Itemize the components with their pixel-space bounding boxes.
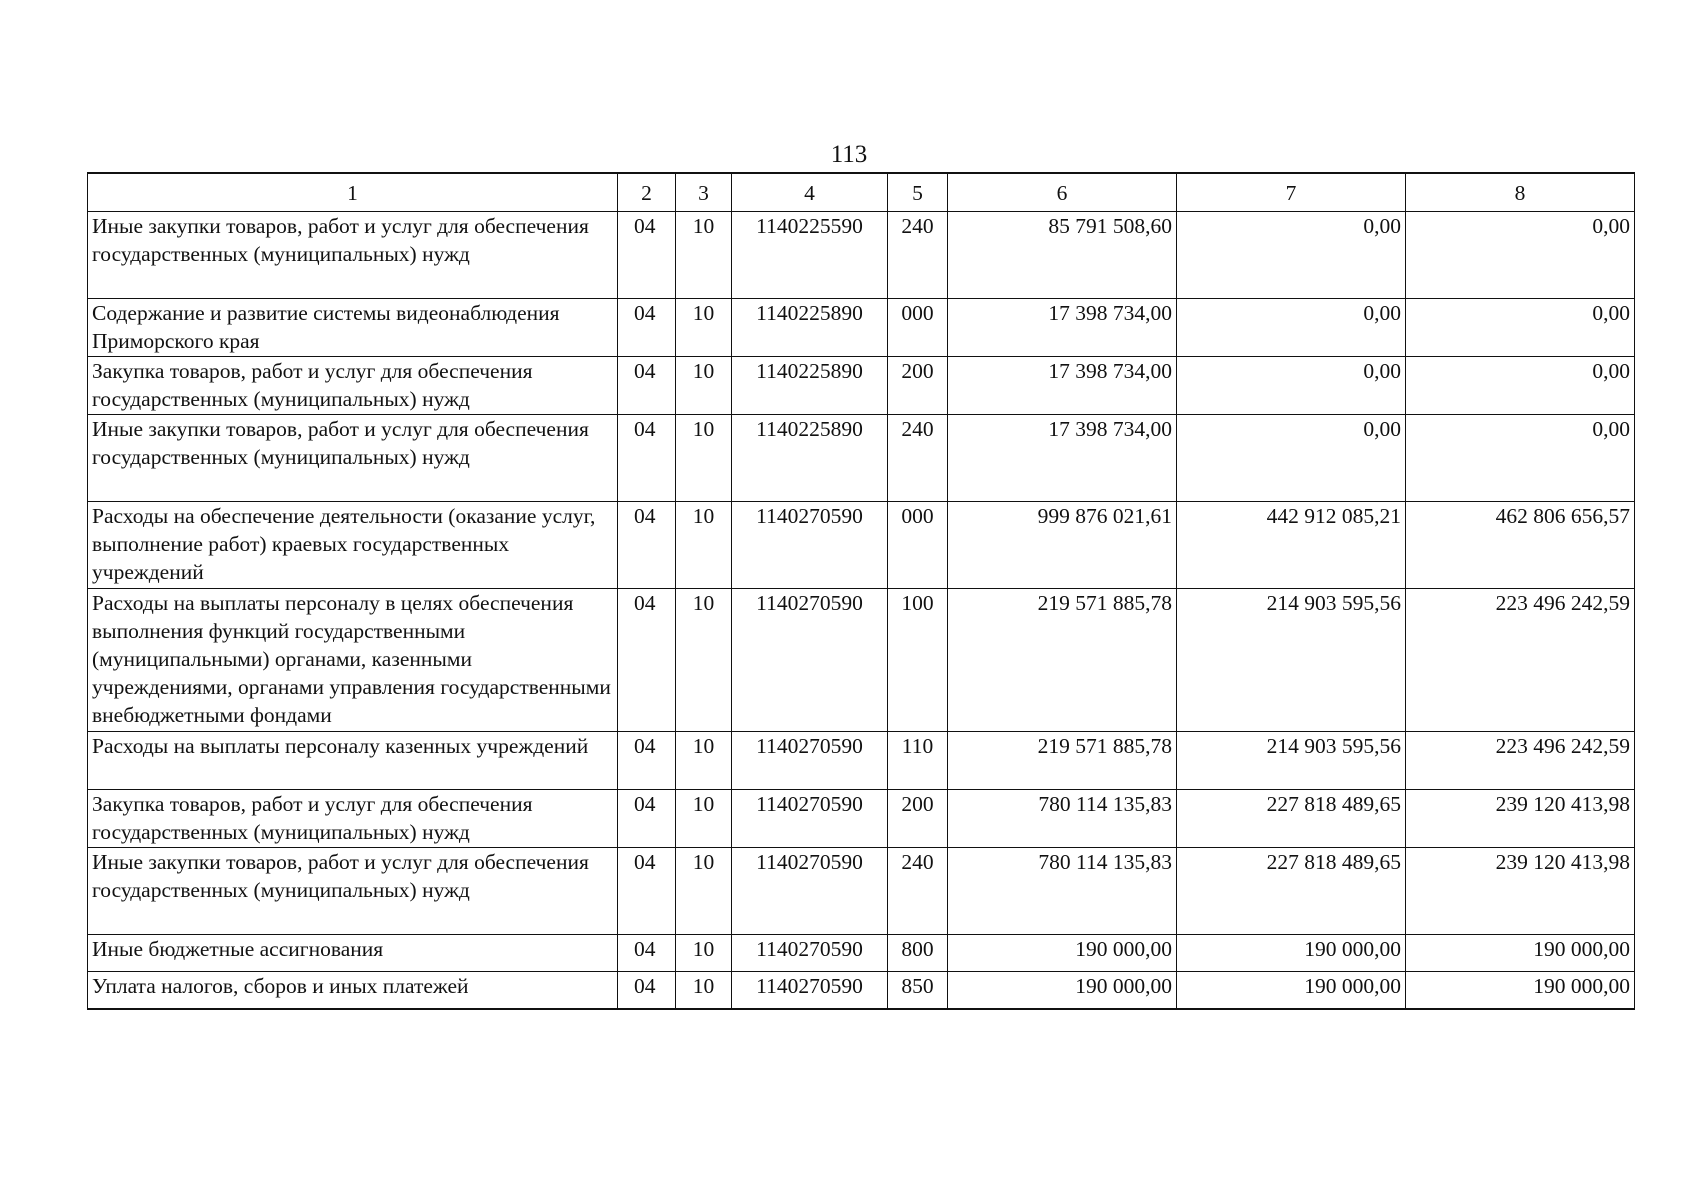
subsection-code: 10: [676, 790, 732, 848]
amount-col6: 17 398 734,00: [948, 415, 1177, 502]
budget-table: [87, 172, 1635, 1010]
target-article-code: 1140270590: [732, 935, 888, 972]
column-header: 7: [1177, 173, 1406, 212]
expense-type-code: 000: [888, 502, 948, 589]
amount-col8: 239 120 413,98: [1406, 790, 1635, 848]
column-header: 2: [618, 173, 676, 212]
subsection-code: 10: [676, 212, 732, 299]
amount-col6: 999 876 021,61: [948, 502, 1177, 589]
subsection-code: 10: [676, 848, 732, 935]
expense-type-code: 240: [888, 848, 948, 935]
expense-type-code: 850: [888, 972, 948, 1009]
table-row: [88, 589, 1635, 732]
expense-name: Закупка товаров, работ и услуг для обеспечения государственных (муниципальных) нужд: [88, 790, 618, 848]
table-row: [88, 935, 1635, 972]
amount-col7: 0,00: [1177, 357, 1406, 415]
amount-col7: 214 903 595,56: [1177, 732, 1406, 790]
amount-col8: 0,00: [1406, 415, 1635, 502]
header-row: [88, 173, 1635, 212]
target-article-code: 1140225890: [732, 357, 888, 415]
expense-name: Содержание и развитие системы видеонаблюдения Приморского края: [88, 299, 618, 357]
target-article-code: 1140225890: [732, 299, 888, 357]
expense-name: Уплата налогов, сборов и иных платежей: [88, 972, 618, 1009]
section-code: 04: [618, 935, 676, 972]
section-code: 04: [618, 589, 676, 732]
target-article-code: 1140225590: [732, 212, 888, 299]
expense-name: Закупка товаров, работ и услуг для обеспечения государственных (муниципальных) нужд: [88, 357, 618, 415]
target-article-code: 1140270590: [732, 848, 888, 935]
section-code: 04: [618, 790, 676, 848]
column-header: 5: [888, 173, 948, 212]
column-header: 3: [676, 173, 732, 212]
amount-col6: 17 398 734,00: [948, 357, 1177, 415]
subsection-code: 10: [676, 357, 732, 415]
expense-name: Иные закупки товаров, работ и услуг для обеспечения государственных (муниципальных) нужд: [88, 415, 618, 502]
amount-col8: 0,00: [1406, 212, 1635, 299]
expense-name: Расходы на обеспечение деятельности (оказание услуг, выполнение работ) краевых государственных учреждений: [88, 502, 618, 589]
table-row: [88, 502, 1635, 589]
expense-type-code: 240: [888, 212, 948, 299]
table-row: [88, 972, 1635, 1009]
column-header: 4: [732, 173, 888, 212]
expense-name: Расходы на выплаты персоналу казенных учреждений: [88, 732, 618, 790]
amount-col6: 190 000,00: [948, 935, 1177, 972]
subsection-code: 10: [676, 972, 732, 1009]
target-article-code: 1140270590: [732, 972, 888, 1009]
amount-col7: 0,00: [1177, 212, 1406, 299]
amount-col8: 223 496 242,59: [1406, 732, 1635, 790]
section-code: 04: [618, 848, 676, 935]
expense-type-code: 100: [888, 589, 948, 732]
table-row: [88, 357, 1635, 415]
table-row: [88, 732, 1635, 790]
table-row: [88, 790, 1635, 848]
target-article-code: 1140270590: [732, 502, 888, 589]
expense-type-code: 240: [888, 415, 948, 502]
section-code: 04: [618, 732, 676, 790]
amount-col8: 239 120 413,98: [1406, 848, 1635, 935]
amount-col6: 780 114 135,83: [948, 790, 1177, 848]
amount-col7: 190 000,00: [1177, 972, 1406, 1009]
amount-col6: 780 114 135,83: [948, 848, 1177, 935]
target-article-code: 1140270590: [732, 790, 888, 848]
amount-col7: 0,00: [1177, 299, 1406, 357]
subsection-code: 10: [676, 502, 732, 589]
amount-col7: 0,00: [1177, 415, 1406, 502]
expense-name: Иные закупки товаров, работ и услуг для обеспечения государственных (муниципальных) нужд: [88, 212, 618, 299]
section-code: 04: [618, 299, 676, 357]
subsection-code: 10: [676, 415, 732, 502]
column-header: 1: [88, 173, 618, 212]
target-article-code: 1140225890: [732, 415, 888, 502]
amount-col8: 190 000,00: [1406, 972, 1635, 1009]
column-header: 8: [1406, 173, 1635, 212]
table-row: [88, 212, 1635, 299]
amount-col8: 190 000,00: [1406, 935, 1635, 972]
amount-col7: 442 912 085,21: [1177, 502, 1406, 589]
subsection-code: 10: [676, 299, 732, 357]
amount-col7: 227 818 489,65: [1177, 790, 1406, 848]
expense-type-code: 110: [888, 732, 948, 790]
expense-name: Иные закупки товаров, работ и услуг для обеспечения государственных (муниципальных) нужд: [88, 848, 618, 935]
amount-col6: 190 000,00: [948, 972, 1177, 1009]
amount-col8: 223 496 242,59: [1406, 589, 1635, 732]
expense-name: Иные бюджетные ассигнования: [88, 935, 618, 972]
amount-col7: 214 903 595,56: [1177, 589, 1406, 732]
expense-name: Расходы на выплаты персоналу в целях обеспечения выполнения функций государственными (муниципальными) органами, казенными учреждениями, органами управления государственными внебюджетными фондами: [88, 589, 618, 732]
amount-col8: 0,00: [1406, 299, 1635, 357]
subsection-code: 10: [676, 732, 732, 790]
amount-col8: 462 806 656,57: [1406, 502, 1635, 589]
table-row: [88, 415, 1635, 502]
amount-col7: 227 818 489,65: [1177, 848, 1406, 935]
amount-col6: 219 571 885,78: [948, 589, 1177, 732]
column-header: 6: [948, 173, 1177, 212]
page-number: 113: [830, 141, 868, 168]
target-article-code: 1140270590: [732, 589, 888, 732]
amount-col8: 0,00: [1406, 357, 1635, 415]
section-code: 04: [618, 415, 676, 502]
expense-type-code: 800: [888, 935, 948, 972]
expense-type-code: 200: [888, 790, 948, 848]
amount-col6: 85 791 508,60: [948, 212, 1177, 299]
section-code: 04: [618, 502, 676, 589]
section-code: 04: [618, 972, 676, 1009]
table-row: [88, 299, 1635, 357]
target-article-code: 1140270590: [732, 732, 888, 790]
expense-type-code: 200: [888, 357, 948, 415]
subsection-code: 10: [676, 935, 732, 972]
amount-col6: 219 571 885,78: [948, 732, 1177, 790]
expense-type-code: 000: [888, 299, 948, 357]
amount-col7: 190 000,00: [1177, 935, 1406, 972]
table-row: [88, 848, 1635, 935]
section-code: 04: [618, 357, 676, 415]
amount-col6: 17 398 734,00: [948, 299, 1177, 357]
subsection-code: 10: [676, 589, 732, 732]
section-code: 04: [618, 212, 676, 299]
